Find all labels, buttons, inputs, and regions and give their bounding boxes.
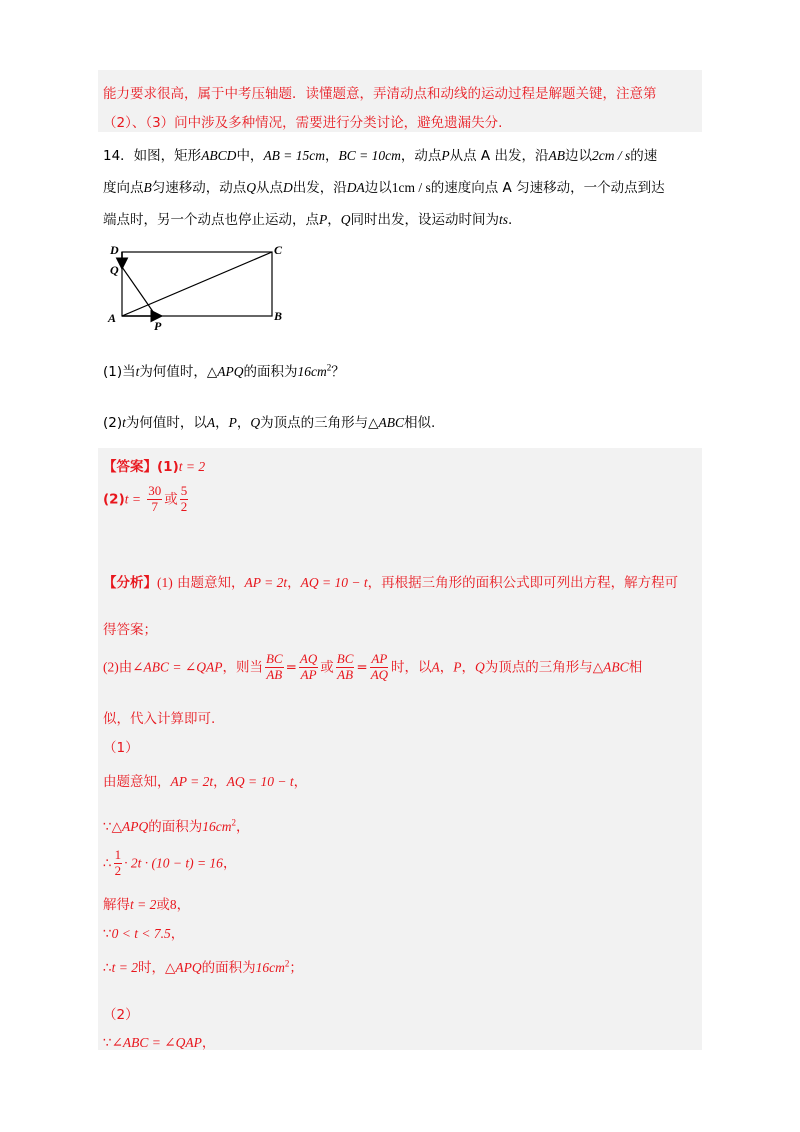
problem-line-2: 度向点B匀速移动，动点Q从点D出发，沿DA边以1cm / s的速度向点 A 匀速移动，一个动点到达: [103, 180, 665, 196]
analysis-line-1: 【分析】(1) 由题意知，AP = 2t，AQ = 10 − t，再根据三角形的面积公式即可列出方程，解方程可: [103, 575, 679, 591]
question-1: (1)当t为何值时，△APQ的面积为$16cm^2$？: [103, 362, 345, 380]
rectangle-figure: [104, 238, 304, 338]
label-c: C: [274, 243, 283, 257]
solution-step-8: ∵∠ABC = ∠QAP，: [103, 1035, 216, 1051]
problem-line-1: 14．如图，矩形ABCD中，AB = 15cm，BC = 10cm，动点P从点 A 出发，沿AB边以2cm / s的速: [103, 148, 658, 164]
solution-step-2: ∵△APQ的面积为$16cm^2$，: [103, 817, 250, 835]
solution-step-3: ∴ $\frac{1}{2}$ · 2t · (10 − t) = 16，: [103, 847, 237, 878]
solution-step-4: 解得t = 2或8，: [103, 897, 191, 913]
intro-line-1: 能力要求很高，属于中考压轴题．读懂题意，弄清动点和动线的运动过程是解题关键，注意第: [103, 86, 657, 102]
solution-part-2: （2）: [103, 1007, 139, 1023]
intro-line-2: （2）、（3）问中涉及多种情况，需要进行分类讨论，避免遗漏失分.: [103, 115, 503, 131]
solution-step-6: ∴t = 2时，△APQ的面积为$16cm^2$；: [103, 958, 303, 976]
answer-line-1: 【答案】(1)t = 2: [103, 459, 206, 475]
label-d: D: [110, 243, 119, 257]
label-b: B: [274, 309, 283, 323]
diagonal-ac: [122, 252, 272, 316]
label-q: Q: [110, 263, 119, 277]
label-p: P: [154, 319, 162, 333]
problem-line-3: 端点时，另一个动点也停止运动，点P，Q同时出发，设运动时间为ts.: [103, 212, 513, 228]
label-a: A: [108, 311, 117, 325]
solution-step-5: ∵0 < t < 7.5，: [103, 926, 185, 942]
analysis-line-4: 似，代入计算即可.: [103, 711, 216, 727]
analysis-line-2: 得答案；: [103, 622, 157, 638]
question-2: (2)t为何值时，以A，P，Q为顶点的三角形与△ABC相似.: [103, 415, 436, 431]
analysis-line-3: (2)由∠ABC = ∠QAP，则当 $\frac{BC}{AB}$ = $\frac{AQ}{AP}$ 或 $\frac{BC}{AB}$ = $\frac{AP}{AQ}$ 时，以A，P，Q为顶点的三角形与△ABC相: [103, 651, 643, 682]
solution-step-1: 由题意知，AP = 2t，AQ = 10 − t，: [103, 774, 308, 790]
solution-part-1: （1）: [103, 740, 139, 756]
answer-line-2: (2)t = $\frac{30}{7}$ 或 $\frac{5}{2}$: [103, 483, 188, 514]
